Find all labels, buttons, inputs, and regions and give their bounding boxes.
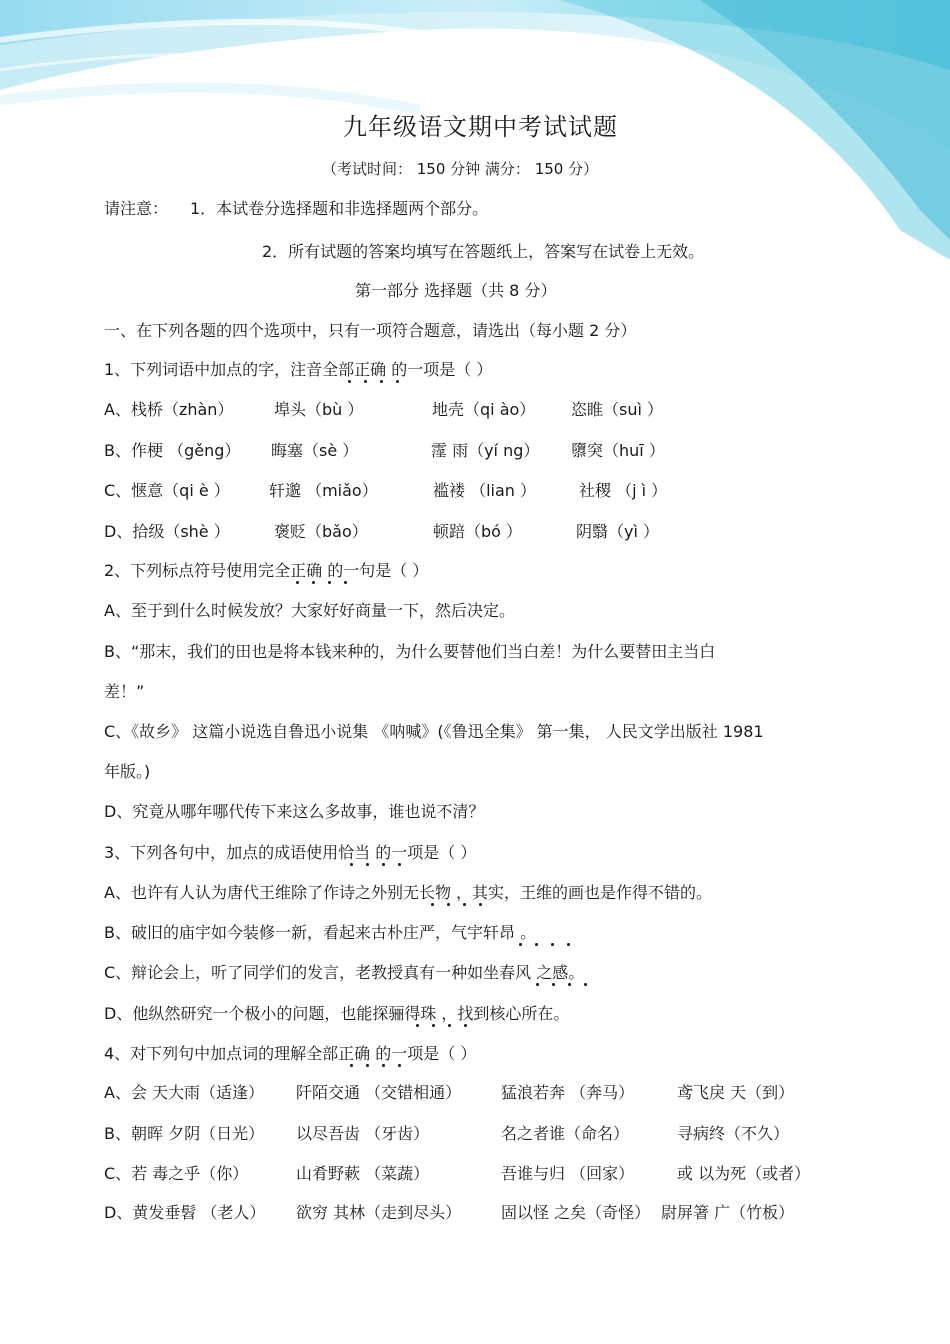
q2-option-d: D、究竟从哪年哪代传下来这么多故事，谁也说不清？ bbox=[104, 802, 485, 821]
q1-a-item-2: 埠头（bù ） bbox=[274, 400, 364, 419]
q3-option-b: B、破旧的庙宇如今装修一新，看起来古朴庄严，气宇轩昂 。 bbox=[104, 922, 536, 944]
emphasis-dots bbox=[294, 581, 354, 584]
q1-b-item-3: 霪 雨（yí ng） bbox=[431, 441, 540, 460]
q4-b-item-2: 以尽吾齿 （牙齿） bbox=[296, 1124, 430, 1143]
q1-c-item-3: 褴褛 （lian ） bbox=[433, 481, 537, 500]
notes-label: 请注意： bbox=[104, 199, 169, 218]
q4-c-item-1: C、若 毒之乎（你） bbox=[104, 1164, 249, 1183]
q4-c-item-3: 吾谁与归 （回家） bbox=[501, 1164, 635, 1183]
q2-option-c-line1: C、《故乡》 这篇小说选自鲁迅小说集 《呐喊》(《鲁迅全集》 第一集， 人民文学出版社 1981 bbox=[104, 722, 764, 741]
exam-title: 九年级语文期中考试试题 bbox=[343, 113, 618, 141]
q4-a-item-1: A、会 天大雨（适逢） bbox=[104, 1083, 265, 1102]
q1-c-item-1: C、惬意（qi è ） bbox=[104, 481, 230, 500]
q3-option-a: A、也许有人认为唐代王维除了作诗之外别无长物 ，其实，王维的画也是作得不错的。 bbox=[104, 882, 712, 904]
q1-stem: 1、下列词语中加点的字，注音全部正确 的一项是（ ） bbox=[104, 359, 492, 381]
q1-d-item-1: D、拾级（shè ） bbox=[104, 522, 230, 541]
q4-a-item-3: 猛浪若奔 （奔马） bbox=[501, 1083, 635, 1102]
exam-subtitle: （考试时间： 150 分钟 满分： 150 分） bbox=[322, 160, 599, 178]
q1-a-item-1: A、栈桥（zhàn） bbox=[104, 400, 234, 419]
q4-d-item-2: 欲穷 其林（走到尽头） bbox=[296, 1203, 462, 1222]
q1-c-item-2: 轩邈 （miǎo） bbox=[269, 481, 378, 500]
q1-d-item-3: 顿踣（bó ） bbox=[433, 522, 523, 541]
q1-c-item-4: 社稷 （j ì ） bbox=[579, 481, 668, 500]
q2-option-b-line2: 差！” bbox=[104, 682, 145, 701]
q4-a-item-4: 鸢飞戾 天（到） bbox=[677, 1083, 795, 1102]
q4-d-item-3: 固以怪 之矣（奇怪） bbox=[501, 1203, 651, 1222]
q4-c-item-4: 或 以为死（或者） bbox=[677, 1164, 811, 1183]
q2-stem: 2、下列标点符号使用完全正确 的一句是（ ） bbox=[104, 560, 428, 582]
q2-option-a: A、至于到什么时候发放？大家好好商量一下，然后决定。 bbox=[104, 601, 515, 620]
q4-d-item-1: D、黄发垂髫 （老人） bbox=[104, 1203, 266, 1222]
emphasis-dots bbox=[534, 983, 594, 986]
q1-a-item-4: 恣睢（suì ） bbox=[571, 400, 664, 419]
emphasis-dots bbox=[348, 863, 408, 866]
q1-b-item-2: 晦塞（sè ） bbox=[271, 441, 359, 460]
emphasis-dots bbox=[348, 1064, 408, 1067]
q4-b-item-3: 名之者谁（命名） bbox=[501, 1124, 630, 1143]
q4-b-item-1: B、朝晖 夕阴（日光） bbox=[104, 1124, 265, 1143]
q1-a-item-3: 地壳（qi ào） bbox=[432, 400, 536, 419]
emphasis-dots bbox=[429, 903, 489, 906]
note-1: 1．本试卷分选择题和非选择题两个部分。 bbox=[190, 199, 489, 218]
q4-b-item-4: 寻病终（不久） bbox=[677, 1124, 790, 1143]
part1-instruction: 一、在下列各题的四个选项中，只有一项符合题意，请选出（每小题 2 分） bbox=[104, 321, 637, 340]
q3-option-c: C、辩论会上，听了同学们的发言，老教授真有一种如坐春风 之感。 bbox=[104, 962, 584, 984]
note-2: 2．所有试题的答案均填写在答题纸上，答案写在试卷上无效。 bbox=[262, 242, 705, 261]
emphasis-dots bbox=[346, 380, 406, 383]
q2-option-c-line2: 年版。) bbox=[104, 762, 151, 781]
q1-d-item-4: 阴翳（yì ） bbox=[576, 522, 660, 541]
q1-d-item-2: 褒贬（bǎo） bbox=[274, 522, 368, 541]
q4-stem: 4、对下列句中加点词的理解全部正确 的一项是（ ） bbox=[104, 1043, 476, 1065]
emphasis-dots bbox=[517, 943, 577, 946]
q4-c-item-2: 山肴野蔌 （菜蔬） bbox=[296, 1164, 430, 1183]
part1-heading: 第一部分 选择题（共 8 分） bbox=[355, 281, 557, 300]
q3-option-d: D、他纵然研究一个极小的问题，也能探骊得珠 ，找到核心所在。 bbox=[104, 1003, 569, 1025]
q4-a-item-2: 阡陌交通 （交错相通） bbox=[296, 1083, 462, 1102]
q3-stem: 3、下列各句中，加点的成语使用恰当 的一项是（ ） bbox=[104, 842, 476, 864]
emphasis-dots bbox=[414, 1024, 474, 1027]
q2-option-b-line1: B、“那末，我们的田也是将本钱来种的，为什么要替他们当白差！为什么要替田主当白 bbox=[104, 642, 716, 661]
q4-d-item-4: 尉屏箸 广（竹板） bbox=[661, 1203, 795, 1222]
q1-b-item-1: B、作梗 （gěng） bbox=[104, 441, 241, 460]
q1-b-item-4: 隳突（huī ） bbox=[571, 441, 665, 460]
